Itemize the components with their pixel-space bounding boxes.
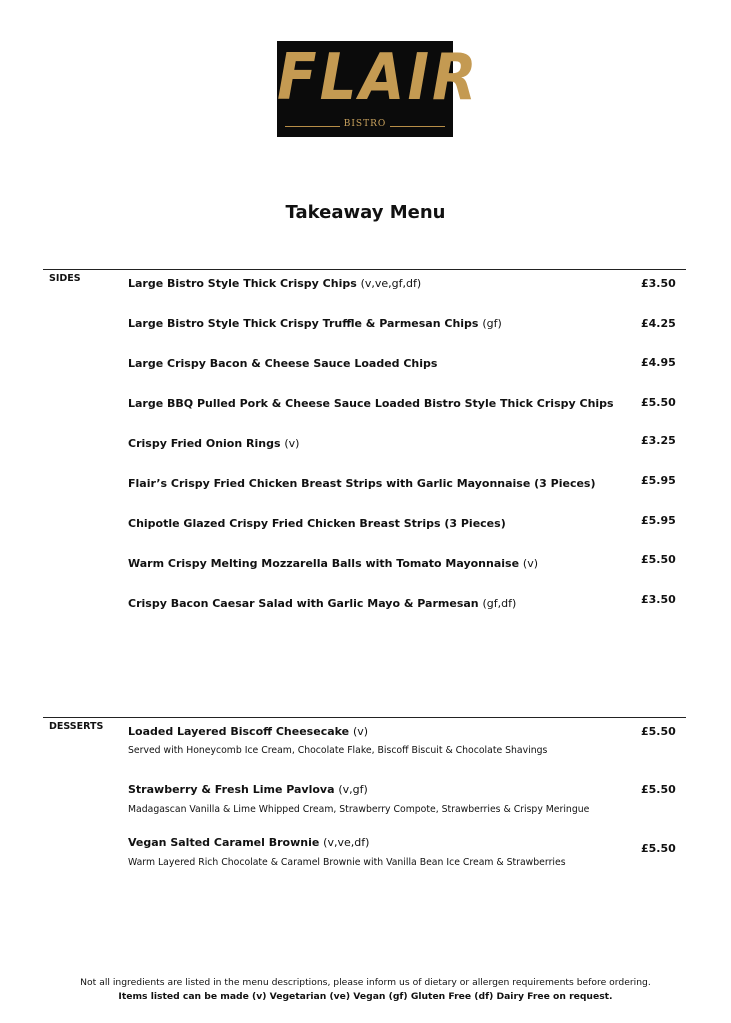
item-price: £3.50 (641, 593, 676, 606)
desserts-section-label: DESSERTS (49, 721, 104, 732)
item-price: £5.95 (641, 514, 676, 527)
item-name: Large Crispy Bacon & Cheese Sauce Loaded Chips (128, 357, 438, 370)
menu-item (128, 517, 506, 530)
logo-rule-right (390, 126, 445, 127)
item-dietary-note: (v,ve,df) (323, 836, 370, 849)
item-dietary-note: (gf,df) (482, 597, 517, 610)
menu-item (128, 277, 421, 290)
item-price: £3.25 (641, 434, 676, 447)
item-dietary-note: (v,gf) (338, 783, 368, 796)
logo-wordmark: FLAIR (277, 39, 480, 115)
item-name: Large BBQ Pulled Pork & Cheese Sauce Loaded Bistro Style Thick Crispy Chips (128, 397, 614, 410)
item-name: Chipotle Glazed Crispy Fried Chicken Breast Strips (3 Pieces) (128, 517, 506, 530)
item-dietary-note: (gf) (482, 317, 502, 330)
item-price: £5.50 (641, 725, 676, 738)
flair-bistro-logo (277, 39, 480, 137)
item-dietary-note: (v) (284, 437, 300, 450)
menu-item (128, 477, 596, 490)
item-description: Served with Honeycomb Ice Cream, Chocolate Flake, Biscoff Biscuit & Chocolate Shavings (128, 745, 548, 756)
item-price: £5.50 (641, 842, 676, 855)
item-name: Large Bistro Style Thick Crispy Chips (128, 277, 357, 290)
page-title: Takeaway Menu (285, 202, 446, 223)
item-name: Flair’s Crispy Fried Chicken Breast Strips with Garlic Mayonnaise (3 Pieces) (128, 477, 596, 490)
menu-item (128, 437, 299, 450)
menu-item (128, 317, 502, 330)
item-price: £4.95 (641, 356, 676, 369)
logo-subtitle: BISTRO (343, 119, 387, 129)
item-price: £4.25 (641, 317, 676, 330)
item-description: Madagascan Vanilla & Lime Whipped Cream, Strawberry Compote, Strawberries & Crispy Meringue (128, 804, 590, 815)
menu-item (128, 783, 368, 796)
item-price: £5.50 (641, 783, 676, 796)
item-price: £3.50 (641, 277, 676, 290)
allergen-notice: Not all ingredients are listed in the menu descriptions, please inform us of dietary or allergen requirements before ordering. (80, 977, 651, 988)
menu-item (128, 836, 369, 849)
item-price: £5.50 (641, 553, 676, 566)
sides-divider (43, 269, 686, 270)
item-description: Warm Layered Rich Chocolate & Caramel Brownie with Vanilla Bean Ice Cream & Strawberries (128, 857, 566, 868)
item-name: Large Bistro Style Thick Crispy Truffle & Parmesan Chips (128, 317, 479, 330)
desserts-divider (43, 717, 686, 718)
menu-item (128, 397, 614, 410)
menu-item (128, 557, 538, 570)
item-name: Warm Crispy Melting Mozzarella Balls with Tomato Mayonnaise (128, 557, 520, 570)
item-name: Loaded Layered Biscoff Cheesecake (128, 725, 350, 738)
item-name: Crispy Fried Onion Rings (128, 437, 281, 450)
item-name: Vegan Salted Caramel Brownie (128, 836, 320, 849)
sides-section-label: SIDES (49, 273, 81, 284)
menu-item (128, 597, 516, 610)
item-dietary-note: (v,ve,gf,df) (360, 277, 422, 290)
item-price: £5.95 (641, 474, 676, 487)
menu-item (128, 725, 368, 738)
menu-item (128, 357, 437, 370)
item-name: Crispy Bacon Caesar Salad with Garlic Mayo & Parmesan (128, 597, 479, 610)
item-name: Strawberry & Fresh Lime Pavlova (128, 783, 335, 796)
item-dietary-note: (v) (352, 725, 369, 738)
dietary-options-notice: Items listed can be made (v) Vegetarian (ve) Vegan (gf) Gluten Free (df) Dairy Free on request. (118, 991, 613, 1002)
item-dietary-note: (v) (522, 557, 538, 570)
item-price: £5.50 (641, 396, 676, 409)
